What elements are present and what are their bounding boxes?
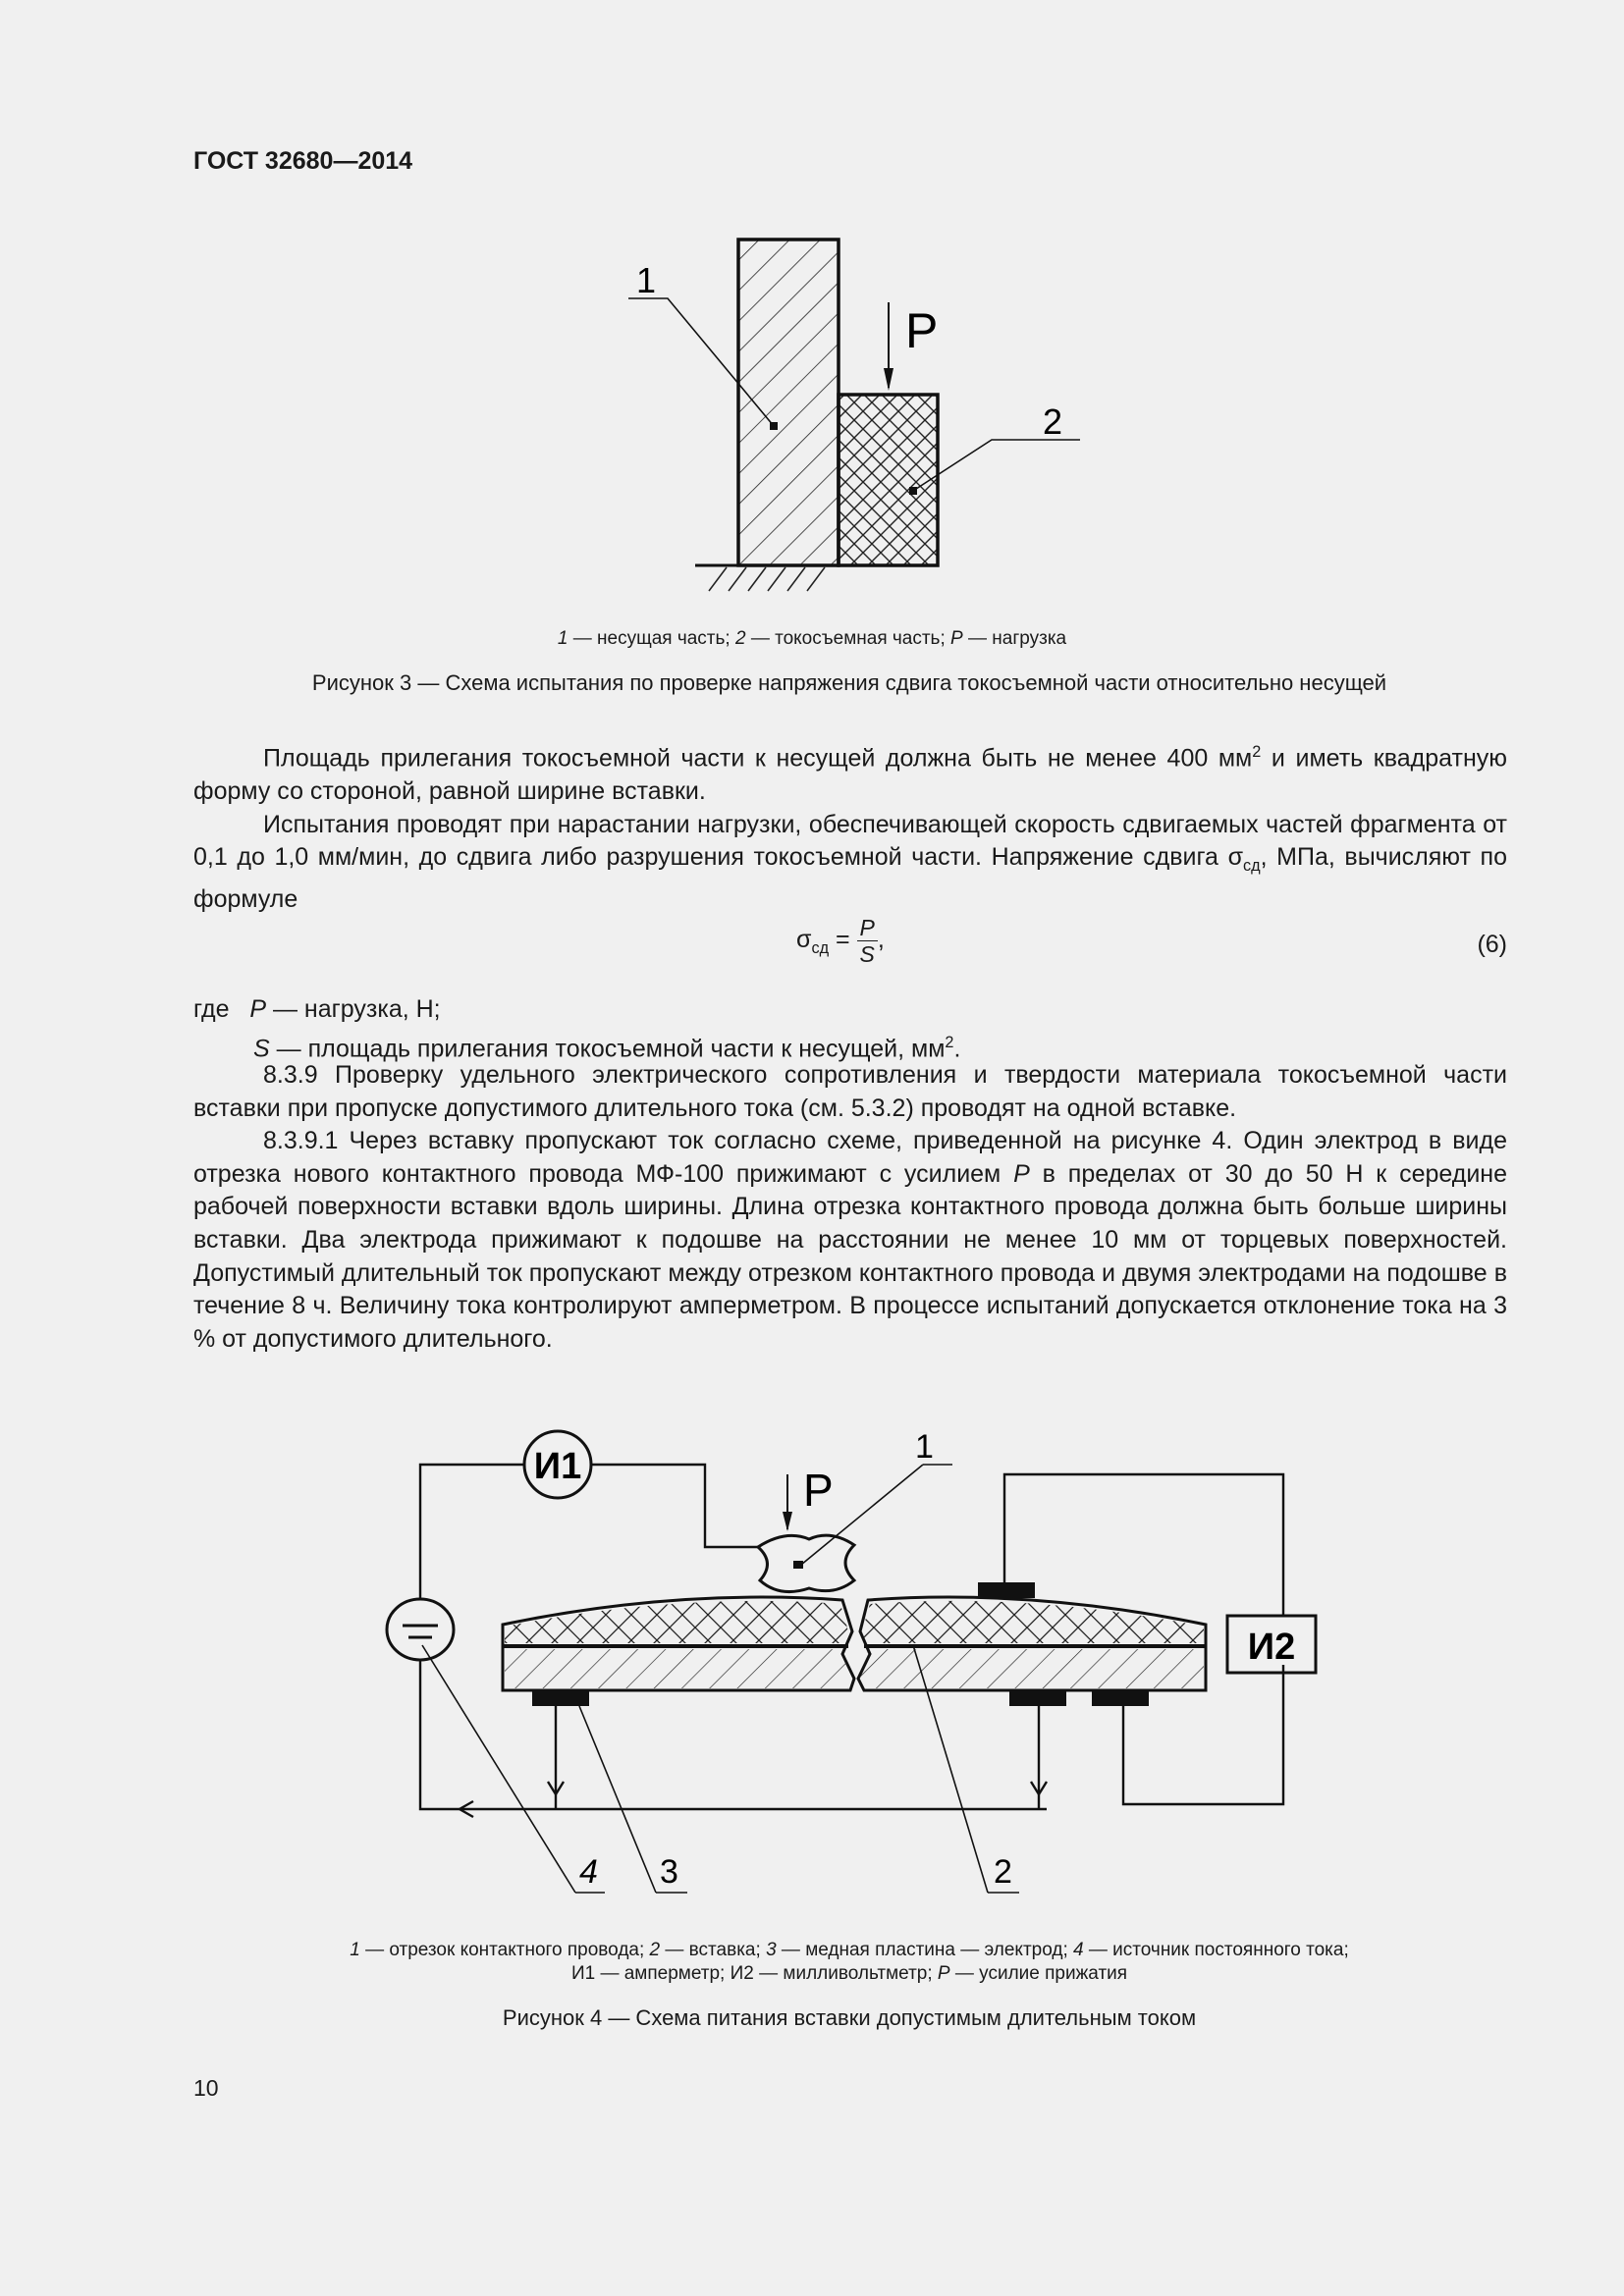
fig4-label-p: P — [803, 1465, 834, 1516]
figure-4-legend: 1 — отрезок контактного провода; 2 — вставка; 3 — медная пластина — электрод; 4 — источник постоянного тока; И1 — амперметр; И2 — милливольтметр; P — усилие прижатия — [350, 1940, 1349, 1984]
formula-6: $\sigma_{сд}$ = $\frac{P}{S}$ , (6) — [796, 915, 1507, 967]
fig3-label-1: 1 — [636, 260, 657, 300]
figure-3-legend: 1 — несущая часть; 2 — токосъемная часть; P — нагрузка — [557, 628, 1067, 649]
fig3-label-2: 2 — [1043, 401, 1063, 442]
formula-number: (6) — [1477, 931, 1507, 958]
fig4-label-2: 2 — [994, 1853, 1012, 1891]
paragraph-contact-area: Площадь прилегания токосъемной части к несущей должна быть не менее 400 $мм^2$ и иметь квадратную форму со стороной, равной ширине вставки. — [193, 743, 1508, 805]
figure-3-title: Рисунок 3 — Схема испытания по проверке напряжения сдвига токосъемной части относительно несущей — [311, 670, 1387, 695]
fig4-label-3: 3 — [660, 1853, 678, 1891]
fig4-label-i1: И1 — [533, 1446, 582, 1487]
fig4-label-4: 4 — [579, 1853, 598, 1891]
body-text-2 — [193, 1059, 1507, 1356]
fig3-label-p: P — [905, 303, 939, 358]
body-text-1 — [193, 736, 1507, 916]
paragraph-test-procedure: Испытания проводят при нарастании нагрузки, обеспечивающей скорость сдвигаемых частей фрагмента от 0,1 до 1,0 мм/мин, до сдвига либо разрушения токосъемной части. Напряжение сдвига $\sigma_{сд}$, МПа, вычисляют по формуле — [193, 810, 1507, 913]
section-8-3-9: 8.3.9 Проверку удельного электрического сопротивления и твердости материала токосъемной части вставки при пропуске допустимого длительного тока (см. 5.3.2) проводят на одной вставке. — [193, 1061, 1507, 1122]
section-8-3-9-1: 8.3.9.1 Через вставку пропускают ток согласно схеме, приведенной на рисунке 4. Один электрод в виде отрезка нового контактного провода МФ-100 прижимают с усилием P в пределах от 30 до 50 Н к середине рабочей поверхности вставки вдоль ширины. Длина отрезка контактного провода должна быть больше ширины вставки. Два электрода прижимают к подошве на расстоянии не менее 10 мм от торцевых поверхностей. Допустимый длительный ток пропускают между отрезком контактного провода и двумя электродами на подошве в течение 8 ч. Величину тока контролируют амперметром. В процессе испытаний допускается отклонение тока на 3 % от допустимого длительного. — [193, 1127, 1507, 1353]
figure-4-title: Рисунок 4 — Схема питания вставки допустимым длительным током — [502, 2005, 1197, 2030]
fig4-label-i2: И2 — [1247, 1627, 1296, 1668]
page-number: 10 — [193, 2075, 219, 2101]
figure-4-diagram — [363, 1423, 1335, 1895]
document-header: ГОСТ 32680—2014 — [193, 147, 413, 175]
formula-legend: где P — нагрузка, Н; S — площадь прилегания токосъемной части к несущей, $мм^2$. — [193, 995, 961, 1062]
fig4-label-1: 1 — [915, 1428, 934, 1466]
figure-3-diagram — [589, 226, 1100, 599]
